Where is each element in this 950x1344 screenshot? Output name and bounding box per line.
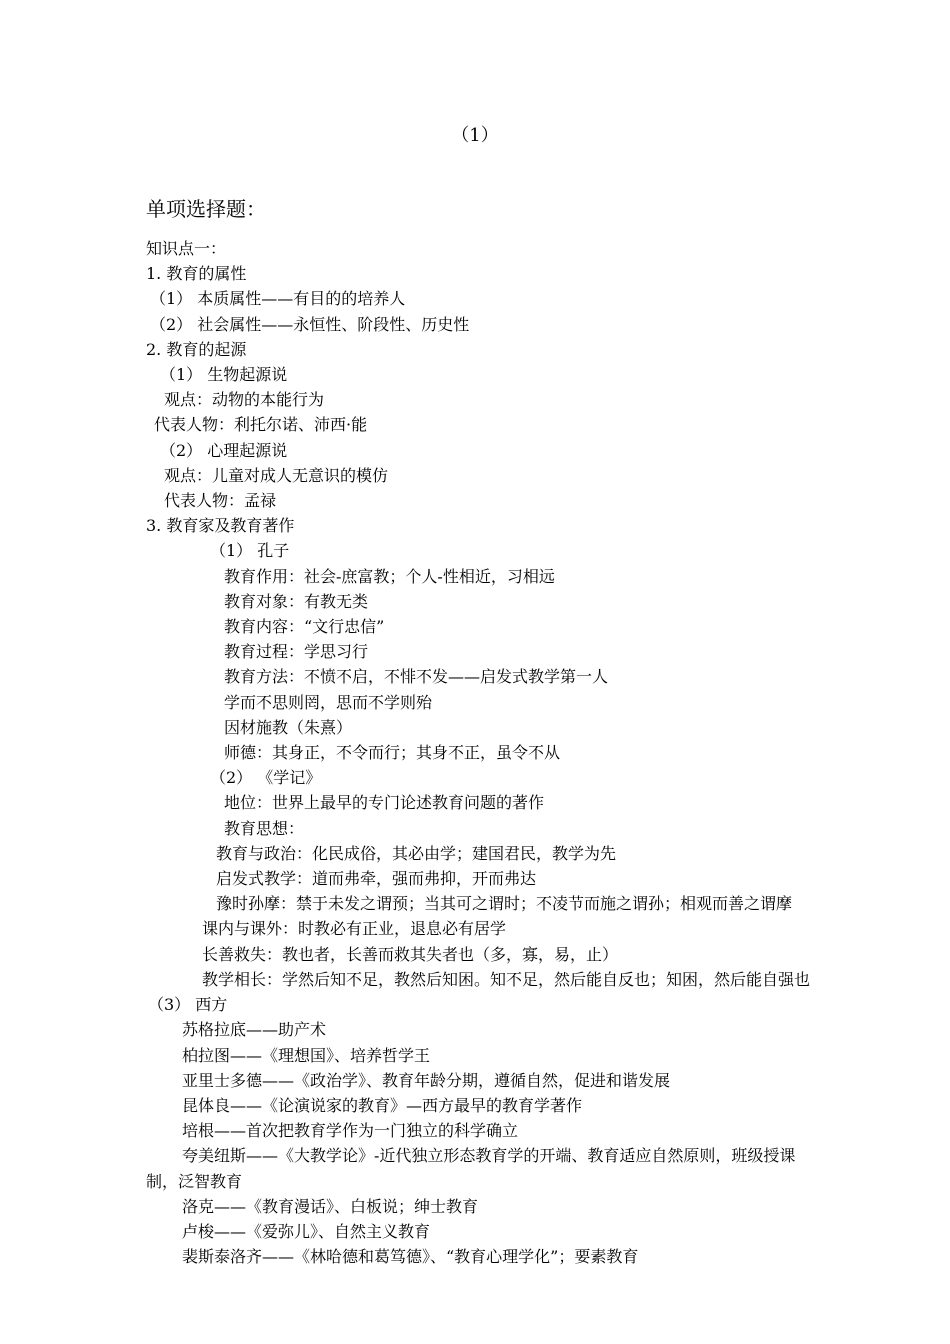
text-line: 亚里士多德——《政治学》、教育年龄分期，遵循自然，促进和谐发展: [182, 1070, 671, 1090]
page-number: （1）: [451, 125, 499, 146]
text-line: 观点：儿童对成人无意识的模仿: [164, 465, 389, 485]
text-line: 3. 教育家及教育著作: [146, 516, 295, 536]
text-line: 代表人物：孟禄: [164, 491, 277, 511]
text-line: （3） 西方: [148, 995, 228, 1015]
text-line: 教育内容：“文行忠信”: [224, 617, 385, 637]
text-line: 知识点一：: [146, 239, 227, 258]
text-line: （1） 孔子: [210, 541, 290, 561]
text-line: 长善救失：教也者，长善而救其失者也（多，寡，易，止）: [202, 944, 619, 964]
text-line: 启发式教学：道而弗牵，强而弗抑，开而弗达: [216, 869, 537, 889]
text-line: 代表人物：利托尔诺、沛西·能: [154, 415, 368, 435]
text-line: 教育过程：学思习行: [224, 642, 369, 662]
document-body: [146, 236, 814, 1269]
section-title: 单项选择题：: [146, 197, 266, 221]
text-line: 因材施教（朱熹）: [224, 717, 353, 737]
text-line: 教育与政治：化民成俗，其必由学；建国君民，教学为先: [216, 843, 617, 863]
text-line: 洛克——《教育漫话》、白板说；绅士教育: [182, 1196, 479, 1216]
text-line: （2） 《学记》: [210, 768, 322, 788]
text-line: 教育作用：社会-庶富教；个人-性相近，习相远: [224, 566, 555, 586]
text-line: 1. 教育的属性: [146, 264, 247, 284]
text-line: 夸美纽斯——《大教学论》-近代独立形态教育学的开端、教育适应自然原则，班级授课制，泛智教育: [146, 1146, 796, 1191]
text-line: 学而不思则罔，思而不学则殆: [224, 692, 433, 712]
text-line: 教育对象：有教无类: [224, 591, 369, 611]
text-line: （1） 生物起源说: [160, 365, 288, 385]
text-line: 培根——首次把教育学作为一门独立的科学确立: [182, 1121, 519, 1141]
text-line: 教育思想：: [224, 818, 305, 838]
text-line: 教育方法：不愤不启，不悱不发——启发式教学第一人: [224, 667, 609, 687]
text-line: 教学相长：学然后知不足，教然后知困。知不足，然后能自反也；知困，然后能自强也: [202, 969, 811, 989]
text-line: 昆体良——《论演说家的教育》—西方最早的教育学著作: [182, 1095, 583, 1115]
text-line: （1） 本质属性——有目的的培养人: [150, 289, 406, 309]
text-line: 观点：动物的本能行为: [164, 390, 325, 410]
text-line: 豫时孙摩：禁于未发之谓预；当其可之谓时；不凌节而施之谓孙；相观而善之谓摩: [216, 894, 793, 914]
text-line: 裴斯泰洛齐——《林哈德和葛笃德》、“教育心理学化”；要素教育: [182, 1247, 639, 1267]
text-line: （2） 心理起源说: [160, 440, 288, 460]
text-line: 苏格拉底——助产术: [182, 1020, 327, 1040]
text-line: 地位：世界上最早的专门论述教育问题的著作: [224, 793, 545, 813]
text-line: 课内与课外：时教必有正业，退息必有居学: [202, 919, 507, 939]
text-line: 卢梭——《爱弥儿》、自然主义教育: [182, 1221, 431, 1241]
text-line: （2） 社会属性——永恒性、阶段性、历史性: [150, 314, 470, 334]
text-line: 柏拉图——《理想国》、培养哲学王: [182, 1045, 431, 1065]
text-line: 师德：其身正，不令而行；其身不正，虽令不从: [224, 743, 561, 763]
text-line: 2. 教育的起源: [146, 339, 247, 359]
